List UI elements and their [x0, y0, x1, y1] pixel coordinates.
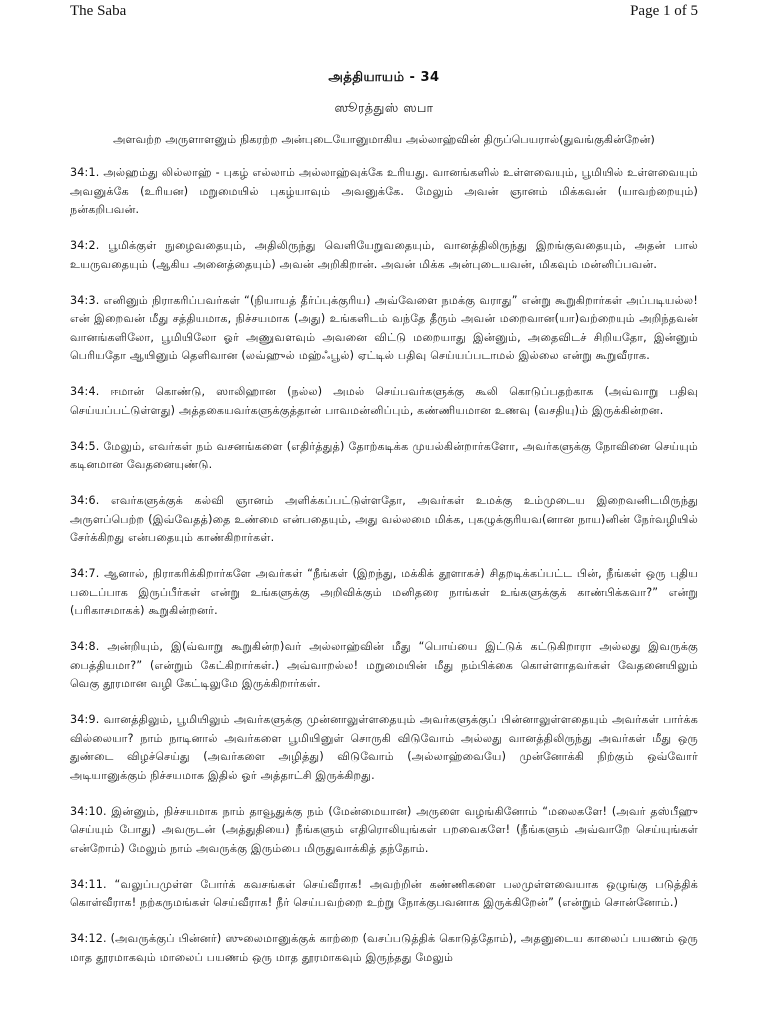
verse: [70, 803, 698, 859]
surah-name: ஸூரத்துஸ் ஸபா: [334, 100, 434, 115]
verse-number: 34:10.: [70, 804, 107, 818]
verse: [70, 164, 698, 220]
verse: [70, 383, 698, 420]
verse-text: “வலுப்பமுள்ள போர்க் கவசங்கள் செய்வீராக! அவற்றின் கண்ணிகளை பலமுள்ளவையாக ஒழுங்கு படுத்திக் கொள்வீராக! நற்கருமங்கள் செய்வீராக! நீர் செய்பவற்றை உற்று நோக்குபவனாக இருக்கிறேன்” (என்றும் சொன்னோம்.): [70, 877, 698, 909]
bismillah-line: அளவற்ற அருளாளனும் நிகரற்ற அன்புடையோனுமாகிய அல்லாஹ்வின் திருப்பெயரால்(துவங்குகின்றேன்): [113, 133, 655, 146]
verse-number: 34:9.: [70, 713, 100, 726]
page-indicator: Page 1 of 5: [630, 2, 698, 19]
verse-text: மேலும், எவர்கள் நம் வசனங்களை (எதிர்த்துத்) தோற்கடிக்க முயல்கின்றார்களோ, அவர்களுக்கு நோவினை செய்யும் கடினமான வேதனையுண்டு.: [70, 439, 699, 471]
verse-number: 34:12.: [70, 932, 107, 945]
verse: [70, 930, 698, 967]
verse-number: 34:11.: [70, 877, 107, 891]
verse-text: வானத்திலும், பூமியிலும் அவர்களுக்கு முன்னாலுள்ளதையும் அவர்களுக்குப் பின்னாலுள்ளதையும் அவர்கள் பார்க்க வில்லையா? நாம் நாடினால் அவர்களை பூமியினுள் சொருகி விடுவோம் அல்லது வானத்திலிருந்து அவர்கள் மீது ஒரு துண்டை விழச்செய்து (அவர்களை அழித்து) விடுவோம் (அல்லாஹ்வையே) முன்னோக்கி நிற்கும் ஒவ்வோர் அடியானுக்கும் நிச்சயமாக இதில் ஓர் அத்தாட்சி இருக்கிறது.: [70, 713, 698, 782]
verse-number: 34:6.: [70, 494, 100, 507]
document-title: The Saba: [70, 2, 127, 19]
verse: [70, 876, 698, 913]
verse: [70, 292, 698, 366]
verse: [70, 638, 698, 694]
verse-text: பூமிக்குள் நுழைவதையும், அதிலிருந்து வெளியேறுவதையும், வானத்திலிருந்து இறங்குவதையும், அதன் பால் உயருவதையும் (ஆகிய அனைத்தையும்) அவன் அறிகிறான். அவன் மிக்க அன்புடையவன், மிகவும் மன்னிப்பவன்.: [70, 239, 698, 271]
verse-text: எனினும் நிராகரிப்பவர்கள் “(நியாயத் தீர்ப்புக்குரிய) அவ்வேளை நமக்கு வராது” என்று கூறுகிறார்கள் அப்படியல்ல! என் இறைவன் மீது சத்தியமாக, நிச்சயமாக (அது) உங்களிடம் வந்தே தீரும் அவன் மறைவான(யா)வற்றையும் அறிந்தவன் வானங்களிலோ, பூமியிலோ ஓர் அணுவளவும் அவனை விட்டு மறையாது இன்னும், அதைவிடச் சிறியதோ, இன்னும் பெரியதோ ஆயினும் தெளிவான (லவ்ஹுல் மஹ்ஃபூல்) ஏட்டில் பதிவு செய்யப்படாமல் இல்லை என்று கூறுவீராக.: [70, 293, 698, 362]
verse-number: 34:7.: [70, 567, 100, 580]
verse-text: இன்னும், நிச்சயமாக நாம் தாவூதுக்கு நம் (மேன்மையான) அருளை வழங்கினோம் “மலைகளே! (அவர் தஸ்பீஹு செய்யும் போது) அவருடன் (அத்துதியை) நீங்களும் எதிரொலியுங்கள் பறவைகளே! (நீங்களும் அவ்வாறே செய்யுங்கள் என்றோம்) மேலும் நாம் அவருக்கு இரும்பை மிருதுவாக்கித் தந்தோம்.: [70, 804, 698, 855]
verse-number: 34:4.: [70, 385, 100, 398]
verse-number: 34:8.: [70, 640, 100, 653]
verse: [70, 711, 698, 785]
verse: [70, 492, 698, 548]
verse-text: அன்றியும், இ(வ்வாறு கூறுகின்ற)வர் அல்லாஹ்வின் மீது “பொய்யை இட்டுக் கட்டுகிறாரா அல்லது இவருக்கு பைத்தியமா?” (என்றும் கேட்கிறார்கள்.) அவ்வாறல்ல! மறுமையின் மீது நம்பிக்கை கொள்ளாதவர்கள் வேதனையிலும் வெகு தூரமான வழி கேட்டிலுமே இருக்கிறார்கள்.: [70, 640, 698, 690]
verse: [70, 565, 698, 621]
page-header: [70, 0, 698, 22]
verse-number: 34:1.: [70, 166, 100, 179]
verse-text: ஈமான் கொண்டு, ஸாலிஹான (நல்ல) அமல் செய்பவர்களுக்கு கூலி கொடுப்பதற்காக (அவ்வாறு பதிவு செய்யப்பட்டுள்ளது) அத்தகையவர்களுக்குத்தான் பாவமன்னிப்பும், கண்ணியமான உணவு (வசதியு)ம் இருக்கின்றன.: [70, 385, 698, 417]
verse-text: ஆனால், நிராகரிக்கிறார்களே அவர்கள் “நீங்கள் (இறந்து, மக்கிக் தூளாகச்) சிதறடிக்கப்பட்ட பின், நீங்கள் ஒரு புதிய படைப்பாக இருப்பீர்கள் என்று உங்களுக்கு அறிவிக்கும் மனிதரை நாங்கள் உங்களுக்குக் காண்பிக்கவா?” என்று (பரிகாசமாகக்) கூறுகின்றனர்.: [70, 567, 698, 617]
verse-number: 34:3.: [70, 293, 100, 307]
verse-text: எவர்களுக்குக் கல்வி ஞானம் அளிக்கப்பட்டுள்ளதோ, அவர்கள் உமக்கு உம்முடைய இறைவனிடமிருந்து அருளப்பெற்ற (இவ்வேதத்)தை உண்மை என்பதையும், அது வல்லமை மிக்க, புகழுக்குரியவ(னான நாய)னின் நேர்வழியில் சேர்க்கிறது என்பதையும் காண்கிறார்கள்.: [70, 494, 698, 544]
verse-number: 34:5.: [70, 439, 100, 453]
verse-number: 34:2.: [70, 239, 100, 252]
verse-text: அல்ஹம்து லில்லாஹ் - புகழ் எல்லாம் அல்லாஹ்வுக்கே உரியது. வானங்களில் உள்ளவையும், பூமியில் உள்ளவையும் அவனுக்கே (உரியன) மறுமையில் புகழ்யாவும் அவனுக்கே. மேலும் அவன் ஞானம் மிக்கவன் (யாவற்றையும்) நன்கறிபவன்.: [70, 166, 698, 216]
verse-text: (அவருக்குப் பின்னர்) ஸுலைமானுக்குக் காற்றை (வசப்படுத்திக் கொடுத்தோம்), அதனுடைய காலைப் பயணம் ஒரு மாத தூரமாகவும் மாலைப் பயணம் ஒரு மாத தூரமாகவும் இருந்தது மேலும்: [70, 932, 698, 964]
verse-list: [70, 164, 698, 985]
verse: [70, 438, 698, 475]
verse: [70, 237, 698, 274]
chapter-heading: அத்தியாயம் - 34: [328, 70, 440, 85]
